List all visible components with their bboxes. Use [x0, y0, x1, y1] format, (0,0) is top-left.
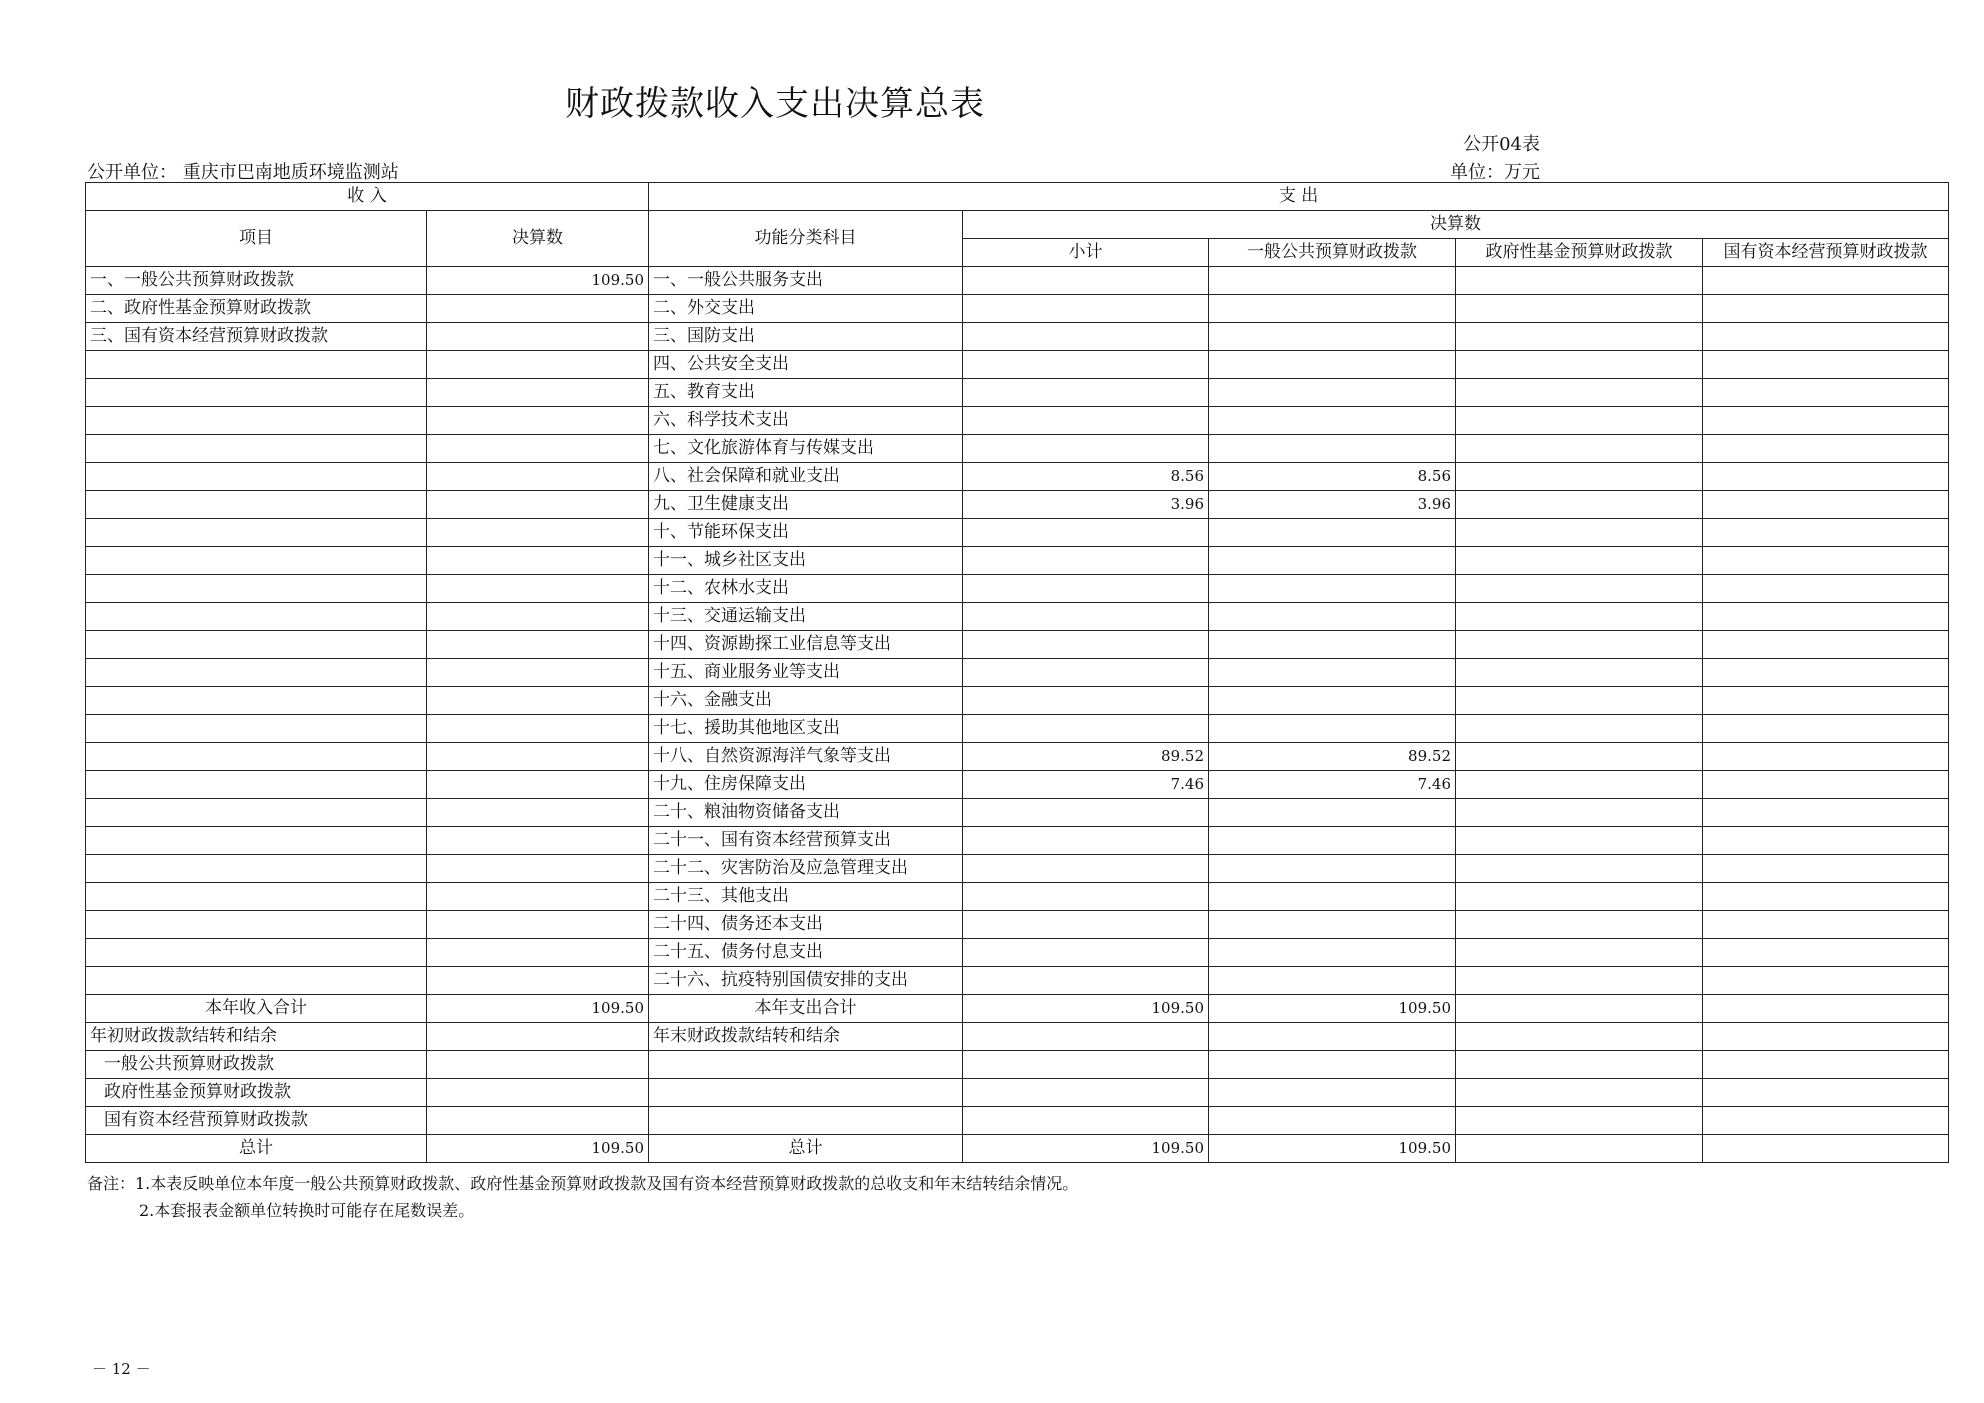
- carryover-expense-item: 年末财政拨款结转和结余: [649, 1023, 963, 1051]
- table-row: [86, 631, 1949, 659]
- subtotal-cell: [963, 911, 1209, 939]
- subtotal-cell: [963, 827, 1209, 855]
- general-budget-cell: 89.52: [1209, 743, 1456, 771]
- carryover-gov-fund: [1456, 1051, 1703, 1079]
- income-item-cell: [86, 911, 427, 939]
- income-item-cell: [86, 967, 427, 995]
- gov-fund-cell: [1456, 491, 1703, 519]
- notes: [87, 1170, 1078, 1224]
- item-header: 项目: [86, 211, 427, 267]
- gov-fund-cell: [1456, 799, 1703, 827]
- year-total-row: [86, 995, 1949, 1023]
- carryover-income-item: 国有资本经营预算财政拨款: [86, 1107, 427, 1135]
- gov-fund-cell: [1456, 827, 1703, 855]
- general-budget-cell: [1209, 659, 1456, 687]
- gov-fund-cell: [1456, 519, 1703, 547]
- subtotal-cell: [963, 547, 1209, 575]
- expense-total-label: 本年支出合计: [649, 995, 963, 1023]
- expense-item-cell: 十九、住房保障支出: [649, 771, 963, 799]
- income-amount-cell: [427, 799, 649, 827]
- gov-fund-cell: [1456, 463, 1703, 491]
- income-item-cell: [86, 407, 427, 435]
- state-capital-total: [1703, 995, 1949, 1023]
- income-amount-cell: [427, 715, 649, 743]
- income-item-cell: [86, 715, 427, 743]
- expense-item-cell: 十一、城乡社区支出: [649, 547, 963, 575]
- income-amount-cell: [427, 491, 649, 519]
- subtotal-cell: [963, 659, 1209, 687]
- expense-item-cell: 二十四、债务还本支出: [649, 911, 963, 939]
- income-amount-cell: [427, 435, 649, 463]
- subtotal-cell: [963, 799, 1209, 827]
- gov-fund-cell: [1456, 603, 1703, 631]
- state-capital-cell: [1703, 351, 1949, 379]
- general-budget-cell: [1209, 295, 1456, 323]
- gov-fund-cell: [1456, 687, 1703, 715]
- gov-fund-cell: [1456, 883, 1703, 911]
- general-budget-cell: [1209, 827, 1456, 855]
- state-capital-cell: [1703, 883, 1949, 911]
- carryover-income-amount: [427, 1023, 649, 1051]
- table-row: [86, 855, 1949, 883]
- expense-item-cell: 五、教育支出: [649, 379, 963, 407]
- general-budget-cell: [1209, 379, 1456, 407]
- gov-fund-total: [1456, 995, 1703, 1023]
- carryover-subtotal: [963, 1051, 1209, 1079]
- note-1: 备注：1.本表反映单位本年度一般公共预算财政拨款、政府性基金预算财政拨款及国有资本经营预算财政拨款的总收支和年末结转结余情况。: [87, 1174, 1079, 1193]
- table-row: [86, 659, 1949, 687]
- table-row: [86, 491, 1949, 519]
- income-item-cell: [86, 631, 427, 659]
- expense-item-cell: 二十六、抗疫特别国债安排的支出: [649, 967, 963, 995]
- table-row: [86, 295, 1949, 323]
- table-row: [86, 519, 1949, 547]
- gov-fund-cell: [1456, 379, 1703, 407]
- income-amount-cell: [427, 771, 649, 799]
- state-capital-cell: [1703, 603, 1949, 631]
- carryover-general: [1209, 1107, 1456, 1135]
- state-capital-cell: [1703, 295, 1949, 323]
- gov-fund-cell: [1456, 911, 1703, 939]
- carryover-state-capital: [1703, 1079, 1949, 1107]
- income-amount-cell: [427, 883, 649, 911]
- subtotal-cell: [963, 855, 1209, 883]
- subtotal-cell: [963, 407, 1209, 435]
- table-row: [86, 379, 1949, 407]
- state-capital-cell: [1703, 659, 1949, 687]
- subtotal-cell: 89.52: [963, 743, 1209, 771]
- expense-item-cell: 十四、资源勘探工业信息等支出: [649, 631, 963, 659]
- subtotal-cell: [963, 967, 1209, 995]
- table-row: [86, 883, 1949, 911]
- expense-item-cell: 二十二、灾害防治及应急管理支出: [649, 855, 963, 883]
- expense-item-cell: 八、社会保障和就业支出: [649, 463, 963, 491]
- income-amount-cell: [427, 519, 649, 547]
- income-item-cell: [86, 827, 427, 855]
- income-amount-cell: [427, 547, 649, 575]
- expense-item-cell: 十三、交通运输支出: [649, 603, 963, 631]
- state-capital-cell: [1703, 715, 1949, 743]
- gov-fund-header: 政府性基金预算财政拨款: [1456, 239, 1703, 267]
- income-item-cell: [86, 687, 427, 715]
- income-amount-cell: [427, 631, 649, 659]
- state-capital-cell: [1703, 463, 1949, 491]
- subtotal-cell: [963, 603, 1209, 631]
- subtotal-total: 109.50: [963, 995, 1209, 1023]
- expense-item-cell: 二、外交支出: [649, 295, 963, 323]
- gov-fund-cell: [1456, 407, 1703, 435]
- income-item-cell: [86, 519, 427, 547]
- income-item-cell: [86, 463, 427, 491]
- state-capital-cell: [1703, 547, 1949, 575]
- table-row: [86, 435, 1949, 463]
- income-total-amount: 109.50: [427, 1135, 649, 1163]
- table-row: [86, 771, 1949, 799]
- header-row-2: [86, 211, 1949, 239]
- general-budget-header: 一般公共预算财政拨款: [1209, 239, 1456, 267]
- carryover-state-capital: [1703, 1023, 1949, 1051]
- carryover-gov-fund: [1456, 1107, 1703, 1135]
- table-row: [86, 715, 1949, 743]
- grand-total-row: [86, 1135, 1949, 1163]
- subtotal-cell: 8.56: [963, 463, 1209, 491]
- income-amount-cell: [427, 827, 649, 855]
- general-budget-cell: [1209, 351, 1456, 379]
- subtotal-total: 109.50: [963, 1135, 1209, 1163]
- state-capital-cell: [1703, 491, 1949, 519]
- income-amount-cell: [427, 575, 649, 603]
- state-capital-cell: [1703, 435, 1949, 463]
- reporting-unit: 公开单位： 重庆市巴南地质环境监测站: [87, 162, 399, 183]
- income-item-cell: 三、国有资本经营预算财政拨款: [86, 323, 427, 351]
- expense-item-cell: 九、卫生健康支出: [649, 491, 963, 519]
- state-capital-header: 国有资本经营预算财政拨款: [1703, 239, 1949, 267]
- subtotal-cell: [963, 267, 1209, 295]
- table-row: [86, 799, 1949, 827]
- general-budget-cell: [1209, 939, 1456, 967]
- income-total-amount: 109.50: [427, 995, 649, 1023]
- gov-fund-cell: [1456, 631, 1703, 659]
- income-total-label: 总计: [86, 1135, 427, 1163]
- state-capital-cell: [1703, 575, 1949, 603]
- general-budget-total: 109.50: [1209, 1135, 1456, 1163]
- carryover-state-capital: [1703, 1051, 1949, 1079]
- income-item-cell: [86, 799, 427, 827]
- gov-fund-cell: [1456, 715, 1703, 743]
- general-budget-cell: [1209, 883, 1456, 911]
- income-item-cell: 二、政府性基金预算财政拨款: [86, 295, 427, 323]
- table-row: [86, 351, 1949, 379]
- table-row: [86, 827, 1949, 855]
- carryover-row: [86, 1107, 1949, 1135]
- income-amount-cell: [427, 743, 649, 771]
- state-capital-cell: [1703, 799, 1949, 827]
- carryover-row: [86, 1023, 1949, 1051]
- gov-fund-cell: [1456, 435, 1703, 463]
- state-capital-cell: [1703, 967, 1949, 995]
- expense-item-cell: 二十、粮油物资储备支出: [649, 799, 963, 827]
- gov-fund-cell: [1456, 659, 1703, 687]
- table-row: [86, 267, 1949, 295]
- carryover-expense-item: [649, 1107, 963, 1135]
- income-item-cell: [86, 855, 427, 883]
- amount-header: 决算数: [427, 211, 649, 267]
- carryover-row: [86, 1051, 1949, 1079]
- state-capital-cell: [1703, 855, 1949, 883]
- subtotal-cell: [963, 435, 1209, 463]
- carryover-gov-fund: [1456, 1023, 1703, 1051]
- table-row: [86, 687, 1949, 715]
- page-number: － 12 －: [92, 1360, 151, 1378]
- general-budget-cell: [1209, 715, 1456, 743]
- state-capital-cell: [1703, 771, 1949, 799]
- carryover-subtotal: [963, 1107, 1209, 1135]
- gov-fund-cell: [1456, 351, 1703, 379]
- carryover-income-item: 一般公共预算财政拨款: [86, 1051, 427, 1079]
- general-budget-cell: [1209, 519, 1456, 547]
- subtotal-cell: [963, 351, 1209, 379]
- carryover-subtotal: [963, 1079, 1209, 1107]
- state-capital-cell: [1703, 827, 1949, 855]
- subtotal-cell: [963, 687, 1209, 715]
- subtotal-cell: [963, 631, 1209, 659]
- income-amount-cell: [427, 295, 649, 323]
- function-header: 功能分类科目: [649, 211, 963, 267]
- form-number: 公开04表: [1463, 134, 1540, 155]
- state-capital-cell: [1703, 519, 1949, 547]
- expense-total-label: 总计: [649, 1135, 963, 1163]
- carryover-general: [1209, 1079, 1456, 1107]
- income-amount-cell: [427, 659, 649, 687]
- general-budget-cell: 8.56: [1209, 463, 1456, 491]
- carryover-general: [1209, 1051, 1456, 1079]
- state-capital-cell: [1703, 743, 1949, 771]
- income-item-cell: [86, 603, 427, 631]
- gov-fund-cell: [1456, 771, 1703, 799]
- note-2: 2.本套报表金额单位转换时可能存在尾数误差。: [139, 1201, 475, 1220]
- carryover-general: [1209, 1023, 1456, 1051]
- income-item-cell: [86, 939, 427, 967]
- gov-fund-cell: [1456, 855, 1703, 883]
- income-item-cell: [86, 771, 427, 799]
- income-item-cell: [86, 883, 427, 911]
- subtotal-cell: [963, 295, 1209, 323]
- general-budget-cell: 7.46: [1209, 771, 1456, 799]
- general-budget-cell: [1209, 855, 1456, 883]
- income-item-cell: [86, 491, 427, 519]
- subtotal-cell: [963, 323, 1209, 351]
- general-budget-cell: 3.96: [1209, 491, 1456, 519]
- expense-item-cell: 十、节能环保支出: [649, 519, 963, 547]
- income-amount-cell: [427, 687, 649, 715]
- general-budget-cell: [1209, 435, 1456, 463]
- income-amount-cell: [427, 463, 649, 491]
- table-row: [86, 743, 1949, 771]
- budget-table: [85, 182, 1949, 1163]
- table-row: [86, 407, 1949, 435]
- income-amount-cell: [427, 603, 649, 631]
- expense-item-cell: 一、一般公共服务支出: [649, 267, 963, 295]
- subtotal-cell: [963, 883, 1209, 911]
- general-budget-cell: [1209, 323, 1456, 351]
- expense-item-cell: 十八、自然资源海洋气象等支出: [649, 743, 963, 771]
- income-amount-cell: [427, 323, 649, 351]
- subtotal-cell: [963, 939, 1209, 967]
- subtotal-cell: [963, 379, 1209, 407]
- expense-item-cell: 三、国防支出: [649, 323, 963, 351]
- table-row: [86, 939, 1949, 967]
- currency-unit: 单位：万元: [1450, 162, 1540, 183]
- expense-item-cell: 七、文化旅游体育与传媒支出: [649, 435, 963, 463]
- expense-item-cell: 四、公共安全支出: [649, 351, 963, 379]
- subtotal-cell: 7.46: [963, 771, 1209, 799]
- carryover-income-item: 年初财政拨款结转和结余: [86, 1023, 427, 1051]
- gov-fund-cell: [1456, 323, 1703, 351]
- table-row: [86, 463, 1949, 491]
- state-capital-cell: [1703, 911, 1949, 939]
- income-item-cell: [86, 659, 427, 687]
- general-budget-cell: [1209, 575, 1456, 603]
- gov-fund-cell: [1456, 267, 1703, 295]
- subtotal-cell: [963, 715, 1209, 743]
- state-capital-cell: [1703, 267, 1949, 295]
- carryover-expense-item: [649, 1079, 963, 1107]
- carryover-subtotal: [963, 1023, 1209, 1051]
- table-row: [86, 911, 1949, 939]
- general-budget-cell: [1209, 547, 1456, 575]
- state-capital-cell: [1703, 687, 1949, 715]
- carryover-income-amount: [427, 1079, 649, 1107]
- gov-fund-cell: [1456, 547, 1703, 575]
- carryover-income-amount: [427, 1051, 649, 1079]
- income-amount-cell: 109.50: [427, 267, 649, 295]
- gov-fund-cell: [1456, 743, 1703, 771]
- general-budget-cell: [1209, 967, 1456, 995]
- table-row: [86, 575, 1949, 603]
- carryover-expense-item: [649, 1051, 963, 1079]
- income-amount-cell: [427, 911, 649, 939]
- carryover-gov-fund: [1456, 1079, 1703, 1107]
- state-capital-cell: [1703, 407, 1949, 435]
- carryover-income-item: 政府性基金预算财政拨款: [86, 1079, 427, 1107]
- header-row-1: [86, 183, 1949, 211]
- state-capital-cell: [1703, 939, 1949, 967]
- expense-item-cell: 二十五、债务付息支出: [649, 939, 963, 967]
- subtotal-header: 小计: [963, 239, 1209, 267]
- gov-fund-cell: [1456, 575, 1703, 603]
- income-total-label: 本年收入合计: [86, 995, 427, 1023]
- subtotal-cell: [963, 575, 1209, 603]
- income-item-cell: [86, 379, 427, 407]
- table-row: [86, 323, 1949, 351]
- income-header: 收 入: [86, 183, 649, 211]
- state-capital-cell: [1703, 379, 1949, 407]
- income-amount-cell: [427, 379, 649, 407]
- income-item-cell: [86, 575, 427, 603]
- income-amount-cell: [427, 967, 649, 995]
- subtotal-cell: 3.96: [963, 491, 1209, 519]
- state-capital-cell: [1703, 323, 1949, 351]
- income-item-cell: [86, 435, 427, 463]
- expense-item-cell: 十七、援助其他地区支出: [649, 715, 963, 743]
- expense-item-cell: 二十三、其他支出: [649, 883, 963, 911]
- expense-item-cell: 二十一、国有资本经营预算支出: [649, 827, 963, 855]
- expense-header: 支 出: [649, 183, 1949, 211]
- income-amount-cell: [427, 351, 649, 379]
- income-amount-cell: [427, 855, 649, 883]
- expense-item-cell: 十五、商业服务业等支出: [649, 659, 963, 687]
- table-row: [86, 547, 1949, 575]
- general-budget-cell: [1209, 407, 1456, 435]
- general-budget-cell: [1209, 603, 1456, 631]
- general-budget-cell: [1209, 687, 1456, 715]
- expense-item-cell: 十二、农林水支出: [649, 575, 963, 603]
- settlement-header: 决算数: [963, 211, 1949, 239]
- general-budget-cell: [1209, 267, 1456, 295]
- expense-item-cell: 六、科学技术支出: [649, 407, 963, 435]
- carryover-state-capital: [1703, 1107, 1949, 1135]
- income-item-cell: [86, 351, 427, 379]
- gov-fund-cell: [1456, 295, 1703, 323]
- gov-fund-cell: [1456, 967, 1703, 995]
- general-budget-total: 109.50: [1209, 995, 1456, 1023]
- gov-fund-total: [1456, 1135, 1703, 1163]
- general-budget-cell: [1209, 631, 1456, 659]
- income-amount-cell: [427, 407, 649, 435]
- income-item-cell: 一、一般公共预算财政拨款: [86, 267, 427, 295]
- general-budget-cell: [1209, 799, 1456, 827]
- carryover-row: [86, 1079, 1949, 1107]
- table-row: [86, 603, 1949, 631]
- income-item-cell: [86, 547, 427, 575]
- state-capital-cell: [1703, 631, 1949, 659]
- expense-item-cell: 十六、金融支出: [649, 687, 963, 715]
- income-item-cell: [86, 743, 427, 771]
- general-budget-cell: [1209, 911, 1456, 939]
- page-title: 财政拨款收入支出决算总表: [565, 84, 985, 124]
- income-amount-cell: [427, 939, 649, 967]
- carryover-income-amount: [427, 1107, 649, 1135]
- state-capital-total: [1703, 1135, 1949, 1163]
- table-row: [86, 967, 1949, 995]
- subtotal-cell: [963, 519, 1209, 547]
- gov-fund-cell: [1456, 939, 1703, 967]
